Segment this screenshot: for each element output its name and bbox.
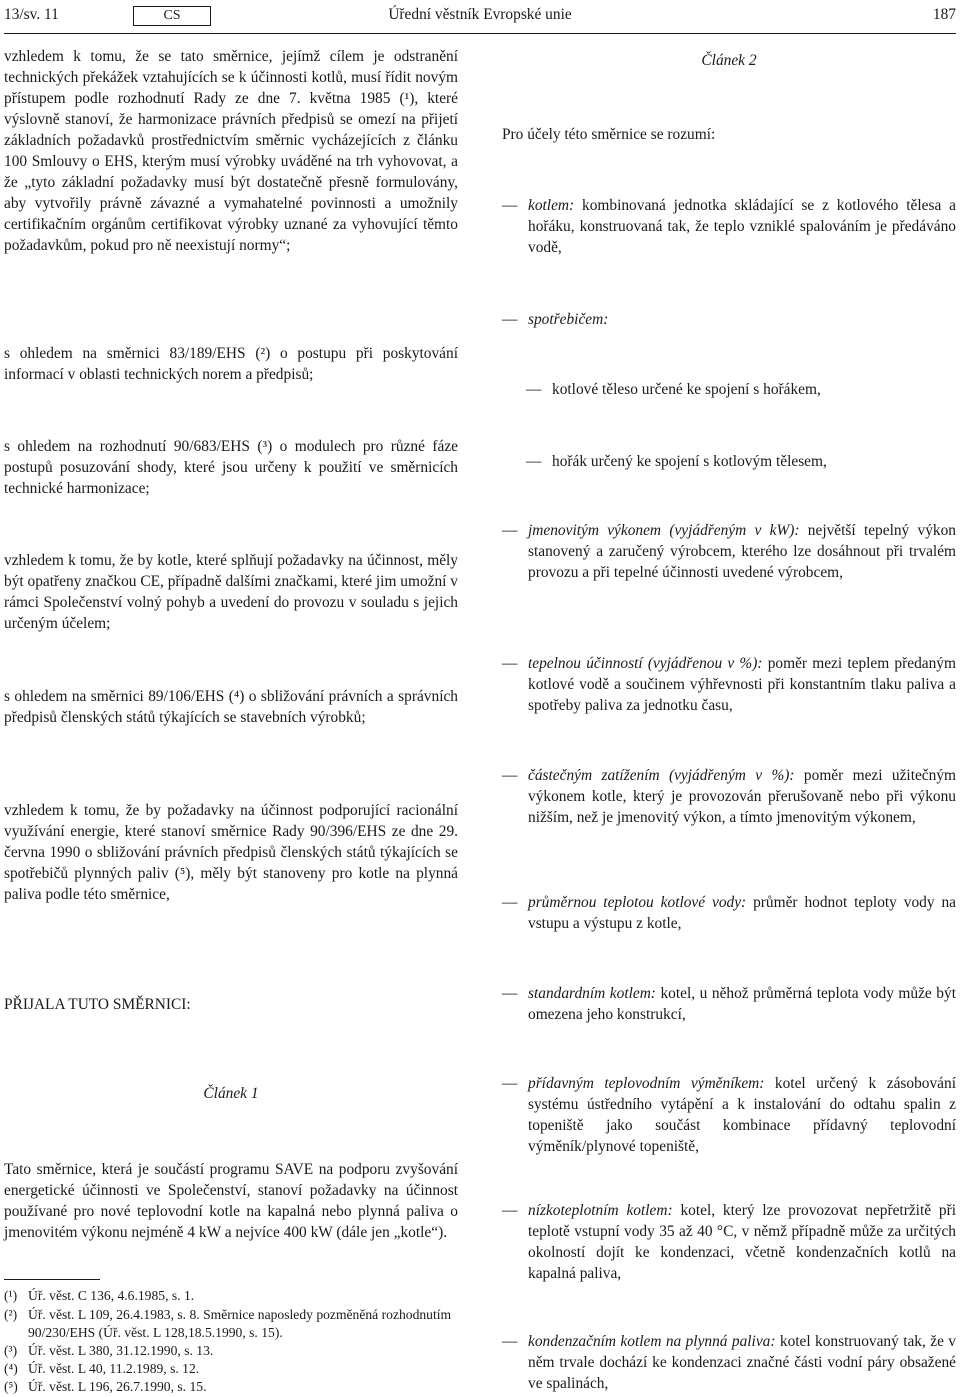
- dash-marker: —: [502, 522, 518, 539]
- dash-marker: —: [502, 1075, 518, 1092]
- footnote-text: Úř. věst. L 40, 11.2.1989, s. 12.: [28, 1361, 200, 1376]
- language-badge: CS: [133, 6, 211, 26]
- definition-text: kotel, u něhož průměrná teplota vody může být omezena jeho konstrukcí,: [528, 985, 956, 1023]
- appliance-subitem-burner: [526, 451, 956, 472]
- definition-term: nízkoteplotním kotlem:: [528, 1202, 673, 1219]
- footnote-1: [4, 1287, 458, 1305]
- recital-directive-89-106: s ohledem na směrnici 89/106/EHS (⁴) o sbližování právních a správních předpisů členských států týkajících se stavebních výrobků;: [4, 688, 458, 726]
- definition-standard-boiler: [502, 983, 956, 1025]
- definition-term: přídavným teplovodním výměníkem:: [528, 1075, 765, 1092]
- footnote-2: [4, 1306, 458, 1342]
- footnote-text: Úř. věst. L 109, 26.4.1983, s. 8. Směrnice naposledy pozměněná rozhodnutím 90/230/EHS (Úř. věst. L 128,18.5.1990, s. 15).: [28, 1307, 452, 1340]
- footnote-rule: [4, 1279, 100, 1280]
- definition-text: kombinovaná jednotka skládající se z kotlového tělesa a hořáku, konstruovaná tak, že teplo vzniklé spalováním je předáváno vodě,: [528, 197, 956, 256]
- footnote-text: Úř. věst. L 380, 31.12.1990, s. 13.: [28, 1343, 214, 1358]
- recital-decision-90-683: s ohledem na rozhodnutí 90/683/EHS (³) o modulech pro různé fáze postupů posuzování shody, které jsou určeny k použití ve směrnicích technické harmonizace;: [4, 438, 458, 497]
- footnote-text: Úř. věst. C 136, 4.6.1985, s. 1.: [28, 1288, 195, 1303]
- journal-title: Úřední věstník Evropské unie: [388, 6, 572, 23]
- recital-directive-90-396: vzhledem k tomu, že by požadavky na účinnost podporující racionální využívání energie, které stanoví směrnice Rady 90/396/EHS ze dne 29. června 1990 o sbližování právních předpisů členských států týkajících se spotřebičů plynných paliv (⁵), měly být stanoveny pro kotle na plynná paliva podle této směrnice,: [4, 802, 458, 903]
- footnote-mark: (⁴): [4, 1361, 18, 1376]
- adoption-formula: PŘIJALA TUTO SMĚRNICI:: [4, 996, 191, 1013]
- dash-marker: —: [502, 894, 518, 911]
- dash-marker: —: [502, 197, 518, 214]
- footnote-mark: (³): [4, 1343, 18, 1358]
- dash-marker: —: [502, 985, 518, 1002]
- definition-term: standardním kotlem:: [528, 985, 656, 1002]
- dash-marker: —: [502, 1333, 518, 1350]
- definition-term: jmenovitým výkonem (vyjádřeným v kW):: [528, 522, 800, 539]
- definition-rated-output: [502, 520, 956, 583]
- dash-marker: —: [526, 453, 542, 470]
- footnote-mark: (⁵): [4, 1379, 18, 1394]
- definition-text: kotel, který lze provozovat nepřetržitě při teplotě vstupní vody 35 až 40 °C, v němž případně může za určitých okolností dojít ke kondenzaci, včetně kondenzačních kotlů na kapalná paliva,: [528, 1202, 956, 1282]
- recital-directive-83-189: s ohledem na směrnici 83/189/EHS (²) o postupu při poskytování informací v oblasti technických norem a předpisů;: [4, 345, 458, 383]
- appliance-subitem-body: [526, 379, 956, 400]
- dash-marker: —: [502, 767, 518, 784]
- definition-term: tepelnou účinností (vyjádřenou v %):: [528, 655, 763, 672]
- definition-text: kotel určený k zásobování systému ústředního vytápění a k instalování do odtahu spalin z topeniště jako součást kombinace přídavný teplovodní výměník/plynové topeniště,: [528, 1075, 956, 1155]
- definition-useful-efficiency: [502, 653, 956, 716]
- definition-text: poměr mezi užitečným výkonem kotle, který je provozován přerušovaně nebo při výkonu nižším, než je jmenovitý výkon, a tímto jmenovitým výkonem,: [528, 767, 956, 826]
- dash-marker: —: [502, 1202, 518, 1219]
- definition-low-temperature-boiler: [502, 1200, 956, 1284]
- definition-boiler: [502, 195, 956, 258]
- definition-part-load: [502, 765, 956, 828]
- footnote-mark: (²): [4, 1307, 18, 1322]
- footnote-3: [4, 1342, 458, 1360]
- footnote-mark: (¹): [4, 1288, 18, 1303]
- page-number: 187: [932, 6, 956, 23]
- definition-text: největší tepelný výkon stanovený a zaručený výrobcem, kterého lze dosáhnout při trvalém provozu a při tepelné účinnosti uvedené výrobcem,: [528, 522, 956, 581]
- definition-text: kotel konstruovaný tak, že v něm trvale dochází ke kondenzaci značné části vodní páry obsažené ve spalinách,: [528, 1333, 956, 1392]
- article-2-heading: Článek 2: [701, 52, 757, 69]
- subitem-text: kotlové těleso určené ke spojení s hořákem,: [552, 381, 821, 398]
- dash-marker: —: [502, 655, 518, 672]
- definition-term: průměrnou teplotou kotlové vody:: [528, 894, 747, 911]
- definition-back-boiler: [502, 1073, 956, 1157]
- definition-term: kotlem:: [528, 197, 575, 214]
- footnote-text: Úř. věst. L 196, 26.7.1990, s. 15.: [28, 1379, 207, 1394]
- definition-term: částečným zatížením (vyjádřeným v %):: [528, 767, 795, 784]
- definition-condensing-boiler: [502, 1331, 956, 1394]
- recital-new-approach: vzhledem k tomu, že se tato směrnice, jejímž cílem je odstranění technických překážek vztahujících se k účinnosti kotlů, musí řídit novým přístupem podle rozhodnutí Rady ze dne 7. května 1985 (¹), které výslovně stanoví, že harmonizace právních předpisů se omezí na přijetí základních požadavků prostřednictvím směrnic vycházejících z článku 100 Smlouvy o EHS, kterým musí výrobky uváděné na trh vyhovovat, a že „tyto základní požadavky musí být dostatečně přesně formulovány, aby vytvořily právně závazné a vymahatelné povinnosti a umožnily certifikačním orgánům certifikovat výrobky uznané za vyhovující těmto požadavkům, pokud pro ně neexistují normy“;: [4, 48, 458, 254]
- footnote-5: [4, 1378, 458, 1396]
- definition-term: kondenzačním kotlem na plynná paliva:: [528, 1333, 776, 1350]
- definitions-intro: Pro účely této směrnice se rozumí:: [502, 126, 716, 143]
- dash-marker: —: [502, 311, 518, 328]
- header-rule: [4, 33, 956, 34]
- running-header: [0, 4, 960, 30]
- subitem-text: hořák určený ke spojení s kotlovým tělesem,: [552, 453, 827, 470]
- dash-marker: —: [526, 381, 542, 398]
- article-1-heading: Článek 1: [203, 1085, 259, 1102]
- footnote-4: [4, 1360, 458, 1378]
- definition-text: poměr mezi teplem předaným kotlové vodě a součinem výhřevnosti při konstantním tlaku paliva a spotřeby paliva za jednotku času,: [528, 655, 956, 714]
- definition-average-water-temperature: [502, 892, 956, 934]
- definition-text: průměr hodnot teploty vody na vstupu a výstupu z kotle,: [528, 894, 956, 932]
- recital-ce-marking: vzhledem k tomu, že by kotle, které splňují požadavky na účinnost, měly být opatřeny značkou CE, případně dalšími značkami, které jim umožní v rámci Společenství volný pohyb a uvedení do provozu v souladu s jejich určeným účelem;: [4, 552, 458, 632]
- volume-folio: 13/sv. 11: [4, 6, 59, 23]
- definition-term: spotřebičem:: [528, 311, 609, 328]
- article-1-text: Tato směrnice, která je součástí programu SAVE na podporu zvyšování energetické účinnosti ve Společenství, stanoví požadavky na účinnost používané pro nové teplovodní kotle na kapalná nebo plynná paliva o jmenovitém výkonu nejméně 4 kW a nejvíce 400 kW (dále jen „kotle“).: [4, 1161, 458, 1241]
- definition-appliance: [502, 309, 956, 330]
